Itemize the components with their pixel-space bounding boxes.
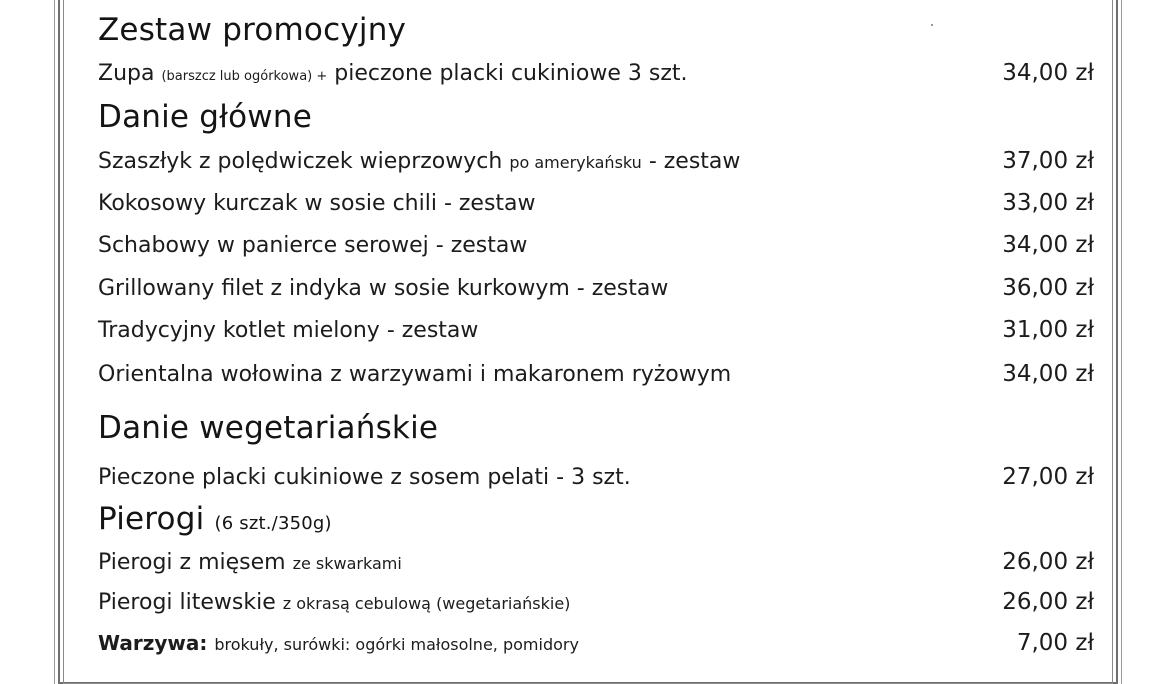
item-price: 31,00 zł: [1002, 317, 1094, 343]
item-price: 34,00 zł: [1002, 361, 1094, 387]
item-name: Warzywa: brokuły, surówki: ogórki małosolne, pomidory: [98, 631, 579, 655]
menu-item: [98, 148, 1094, 178]
menu-item: [98, 190, 1094, 220]
item-name: Pierogi litewskie z okrasą cebulową (wegetariańskie): [98, 590, 571, 615]
item-price: 26,00 zł: [1002, 589, 1094, 615]
item-price: 33,00 zł: [1002, 190, 1094, 216]
menu-item: [98, 317, 1094, 347]
item-name: Pieczone placki cukiniowe z sosem pelati - 3 szt.: [98, 465, 631, 490]
item-name: Pierogi z mięsem ze skwarkami: [98, 550, 402, 575]
menu-item: [98, 275, 1094, 305]
section-title-promo: Zestaw promocyjny: [98, 12, 407, 48]
menu-item: [98, 589, 1094, 619]
menu-item: [98, 60, 1094, 90]
section-title-pierogi: Pierogi (6 szt./350g): [98, 501, 332, 537]
item-name: Zupa (barszcz lub ogórkowa) + pieczone placki cukiniowe 3 szt.: [98, 61, 688, 86]
item-name: Tradycyjny kotlet mielony - zestaw: [98, 318, 479, 343]
menu-item-extra: [98, 630, 1094, 660]
section-title-vegetarian: Danie wegetariańskie: [98, 410, 439, 446]
item-name: Orientalna wołowina z warzywami i makaronem ryżowym: [98, 362, 732, 387]
section-title-main: Danie główne: [98, 99, 312, 135]
item-price: 37,00 zł: [1002, 148, 1094, 174]
speck: [931, 24, 933, 26]
item-price: 34,00 zł: [1002, 232, 1094, 258]
item-name: Kokosowy kurczak w sosie chili - zestaw: [98, 191, 536, 216]
item-name: Szaszłyk z polędwiczek wieprzowych po amerykańsku - zestaw: [98, 149, 741, 174]
item-name: Schabowy w panierce serowej - zestaw: [98, 233, 528, 258]
menu-item: [98, 361, 1094, 391]
menu-item: [98, 549, 1094, 579]
menu-item: [98, 232, 1094, 262]
section-subtitle: (6 szt./350g): [214, 513, 332, 534]
item-price: 7,00 zł: [1016, 630, 1094, 656]
item-name: Grillowany filet z indyka w sosie kurkowym - zestaw: [98, 276, 669, 301]
item-price: 26,00 zł: [1002, 549, 1094, 575]
menu-item: [98, 464, 1094, 494]
item-price: 36,00 zł: [1002, 275, 1094, 301]
item-price: 27,00 zł: [1002, 464, 1094, 490]
item-price: 34,00 zł: [1002, 60, 1094, 86]
